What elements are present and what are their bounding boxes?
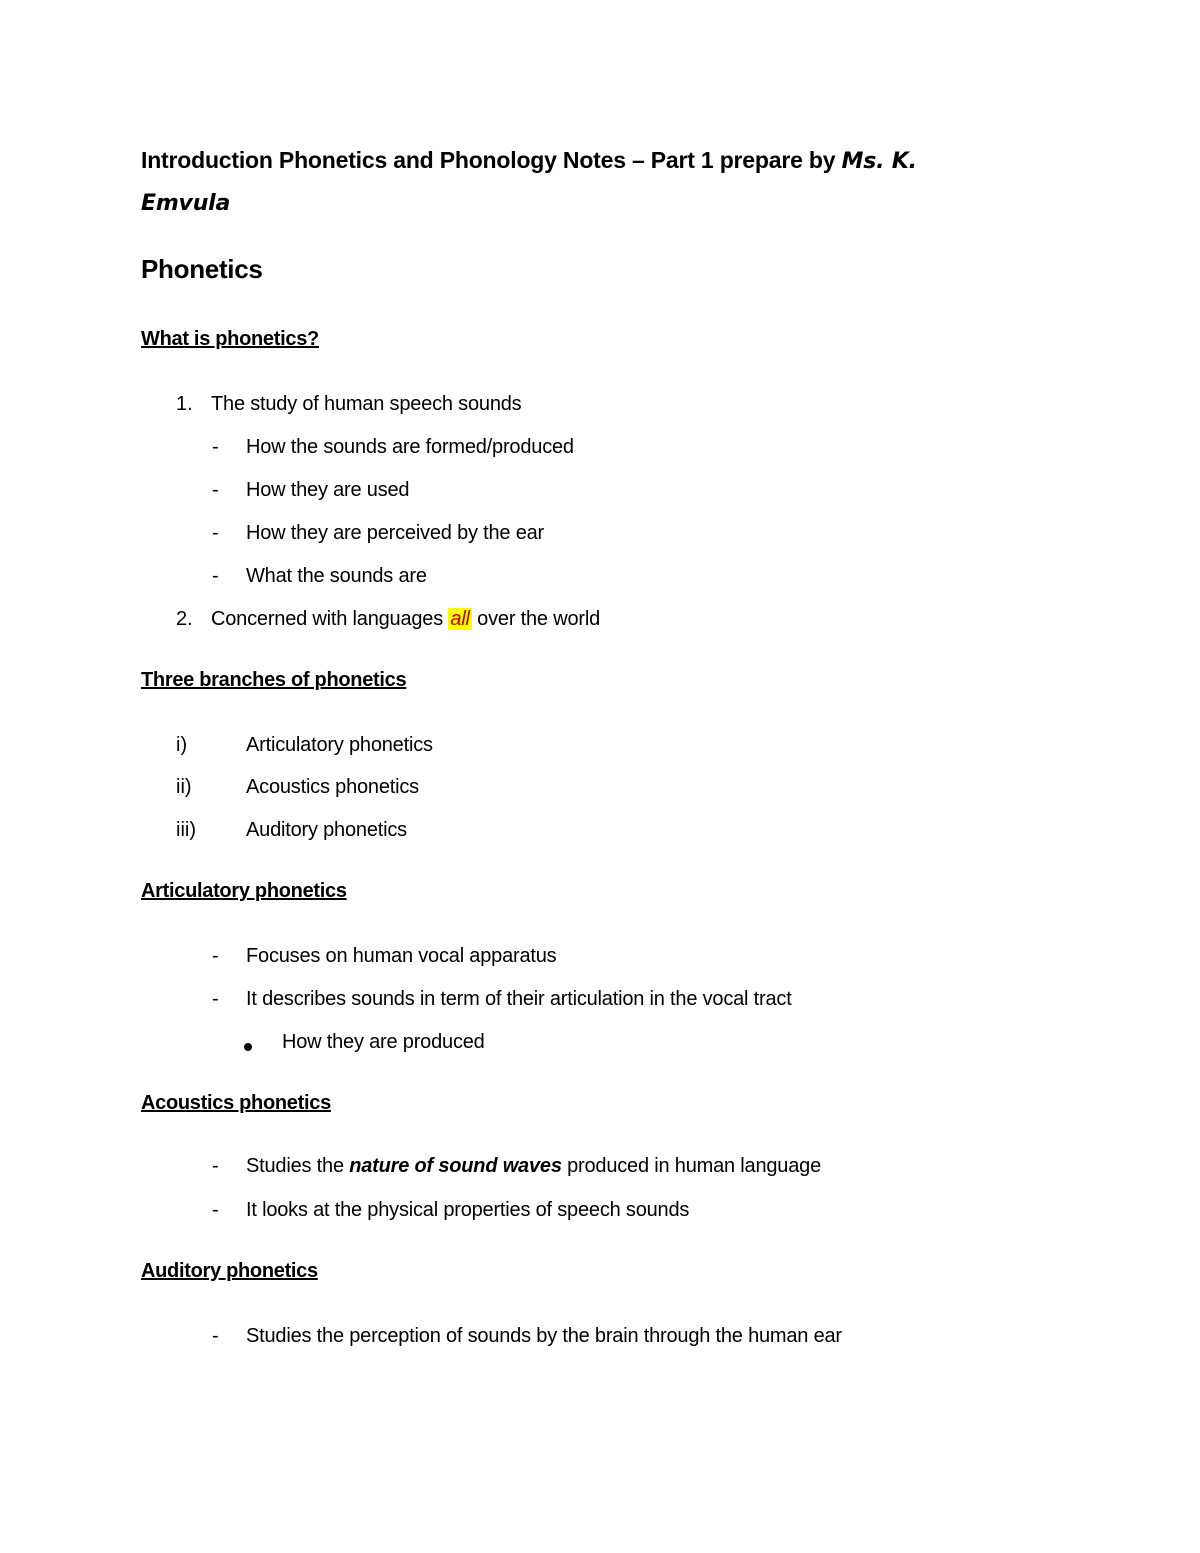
list-item: What the sounds are (246, 565, 427, 587)
dash-marker: - (212, 436, 219, 458)
document-title-cont (141, 181, 230, 225)
list-item: How the sounds are formed/produced (246, 436, 574, 458)
list-item: Focuses on human vocal apparatus (246, 945, 557, 967)
text-after: produced in human language (567, 1155, 822, 1177)
roman-marker-i: i) (176, 734, 188, 756)
subheading-three-branches: Three branches of phonetics (141, 669, 407, 691)
dash-marker: - (212, 565, 219, 587)
dash-marker: - (212, 522, 219, 544)
title-author-last: Emvula (141, 191, 231, 216)
list-item: How they are perceived by the ear (246, 522, 545, 544)
dash-marker: - (212, 1325, 219, 1347)
list-item-study: The study of human speech sounds (211, 393, 522, 415)
list-item: How they are used (246, 479, 410, 501)
roman-marker-ii: ii) (176, 776, 192, 798)
list-item: Studies the perception of sounds by the brain through the human ear (246, 1325, 842, 1347)
subheading-auditory: Auditory phonetics (141, 1260, 318, 1282)
text-before: Studies the (246, 1155, 344, 1177)
dash-marker: - (212, 988, 219, 1010)
title-main: Introduction Phonetics and Phonology Notes – Part 1 prepare by (141, 147, 836, 173)
list-number-1: 1. (176, 393, 193, 415)
text-after: over the world (477, 608, 600, 630)
list-item-sound-waves (246, 1155, 821, 1178)
list-item: It looks at the physical properties of speech sounds (246, 1199, 690, 1221)
list-item: Acoustics phonetics (246, 776, 419, 798)
roman-marker-iii: iii) (176, 819, 196, 841)
highlighted-word: all (450, 608, 470, 630)
bullet-dot-icon (244, 1038, 252, 1056)
emphasized-text: nature of sound waves (349, 1155, 562, 1177)
dash-marker: - (212, 1155, 219, 1177)
dash-marker: - (212, 1199, 219, 1221)
title-author-first: Ms. K. (841, 149, 917, 174)
text-before: Concerned with languages (211, 608, 444, 630)
dash-marker: - (212, 945, 219, 967)
document-title (141, 139, 917, 183)
list-item: Articulatory phonetics (246, 734, 433, 756)
subheading-articulatory: Articulatory phonetics (141, 880, 347, 902)
list-item: It describes sounds in term of their articulation in the vocal tract (246, 988, 792, 1010)
list-item: Auditory phonetics (246, 819, 407, 841)
list-item-languages (211, 608, 600, 631)
dash-marker: - (212, 479, 219, 501)
sub-list-item: How they are produced (282, 1031, 485, 1053)
subheading-acoustics: Acoustics phonetics (141, 1092, 331, 1114)
list-number-2: 2. (176, 608, 193, 630)
subheading-what-is-phonetics: What is phonetics? (141, 328, 319, 350)
section-heading-phonetics: Phonetics (141, 254, 263, 284)
